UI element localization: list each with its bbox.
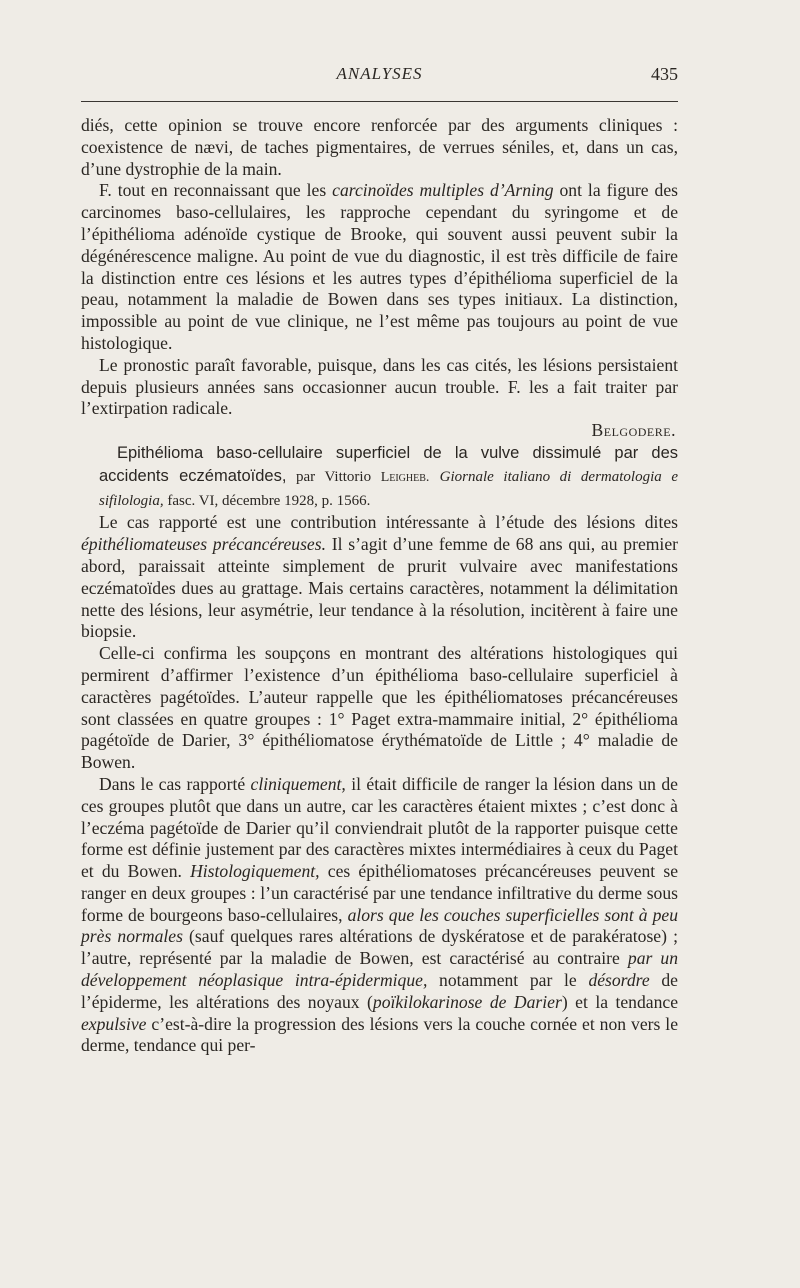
article-author: Leigheb. [380, 469, 430, 485]
body-text [81, 115, 678, 1057]
paragraph: Le cas rapporté est une contribution intéressante à l’étude des lésions dites épithéliomateuses précancéreuses. Il s’agit d’une femme de 68 ans qui, au premier abord, paraissait atteinte simplement de prurit vulvaire avec manifestations eczématoïdes dues au grattage. Mais certains caractères, notamment la délimitation nette des lésions, leur asymétrie, leur tendance à la résolution, incitèrent à faire une biopsie. [81, 512, 678, 642]
page-header [81, 64, 678, 90]
paragraph: F. tout en reconnaissant que les carcinoïdes multiples d’Arning ont la figure des carcinomes baso-cellulaires, les rapproche cependant du syringome et de l’épithélioma adénoïde cystique de Brooke, qui souvent aussi peuvent subir la dégénérescence maligne. Au point de vue du diagnostic, il est très difficile de faire la distinction entre ces lésions et les autres types d’épithélioma superficiel de la peau, notamment la maladie de Bowen dans ses types initiaux. La distinction, impossible au point de vue clinique, ne l’est même pas toujours au point de vue histologique. [81, 180, 678, 353]
header-rule [81, 101, 678, 102]
citation: fasc. VI, décembre 1928, p. 1566. [163, 492, 371, 509]
paragraph: Dans le cas rapporté cliniquement, il était difficile de ranger la lésion dans un de ces groupes plutôt que dans un autre, car les caractères étaient mixtes ; c’est donc à l’eczéma pagétoïde de Darier qu’il conviendrait plutôt de la rapporter puisque cette forme est définie justement par des caractères mixtes intermédiaires à ceux du Paget et du Bowen. Histologiquement, ces épithéliomatoses précancéreuses peuvent se ranger en deux groupes : l’un caractérisé par une tendance infiltrative du derme sous forme de bourgeons baso-cellulaires, alors que les couches superficielles sont à peu près normales (sauf quelques rares altérations de dyskératose et de parakératose) ; l’autre, représenté par la maladie de Bowen, est caractérisé au contraire par un développement néoplasique intra-épidermique, notamment par le désordre de l’épiderme, les altérations des noyaux (poïkilokarinose de Darier) et la tendance expulsive c’est-à-dire la progression des lésions vers la couche cornée et non vers le derme, tendance qui per- [81, 773, 679, 1056]
paragraph: diés, cette opinion se trouve encore renforcée par des arguments cliniques : coexistence de nævi, de taches pigmentaires, de verrues séniles, et, dans un cas, d’une dystrophie de la main. [81, 115, 678, 179]
paragraph: Celle-ci confirma les soupçons en montrant des altérations histologiques qui permirent d’affirmer l’existence d’un épithélioma baso-cellulaire superficiel à caractères pagétoïdes. L’auteur rappelle que les épithéliomatoses précancéreuses sont classées en quatre groupes : 1° Paget extra-mammaire initial, 2° épithélioma pagétoïde de Darier, 3° épithéliomatose érythématoïde de Little ; 4° maladie de Bowen. [81, 643, 678, 773]
journal-name: Giornale italiano di dermatologia e sifilologia, [99, 468, 678, 509]
article-heading: Epithélioma baso-cellulaire superficiel de la vulve dissimulé par des accidents eczématoïdes, par Vittorio Leigheb. Giornale italiano di dermatologia e sifilologia, fasc. VI, décembre 1928, p. 1566. [99, 443, 678, 509]
paragraph: Le pronostic paraît favorable, puisque, dans les cas cités, les lésions persistaient depuis plusieurs années sans occasionner aucun trouble. F. les a fait traiter par l’extirpation radicale. [81, 354, 678, 419]
reviewer-signature: Belgodere. [591, 420, 676, 441]
article-title: Epithélioma baso-cellulaire superficiel de la vulve dissimulé par des accidents eczématoïdes, [99, 443, 678, 485]
page-number: 435 [651, 64, 678, 84]
running-title: ANALYSES [336, 64, 423, 83]
